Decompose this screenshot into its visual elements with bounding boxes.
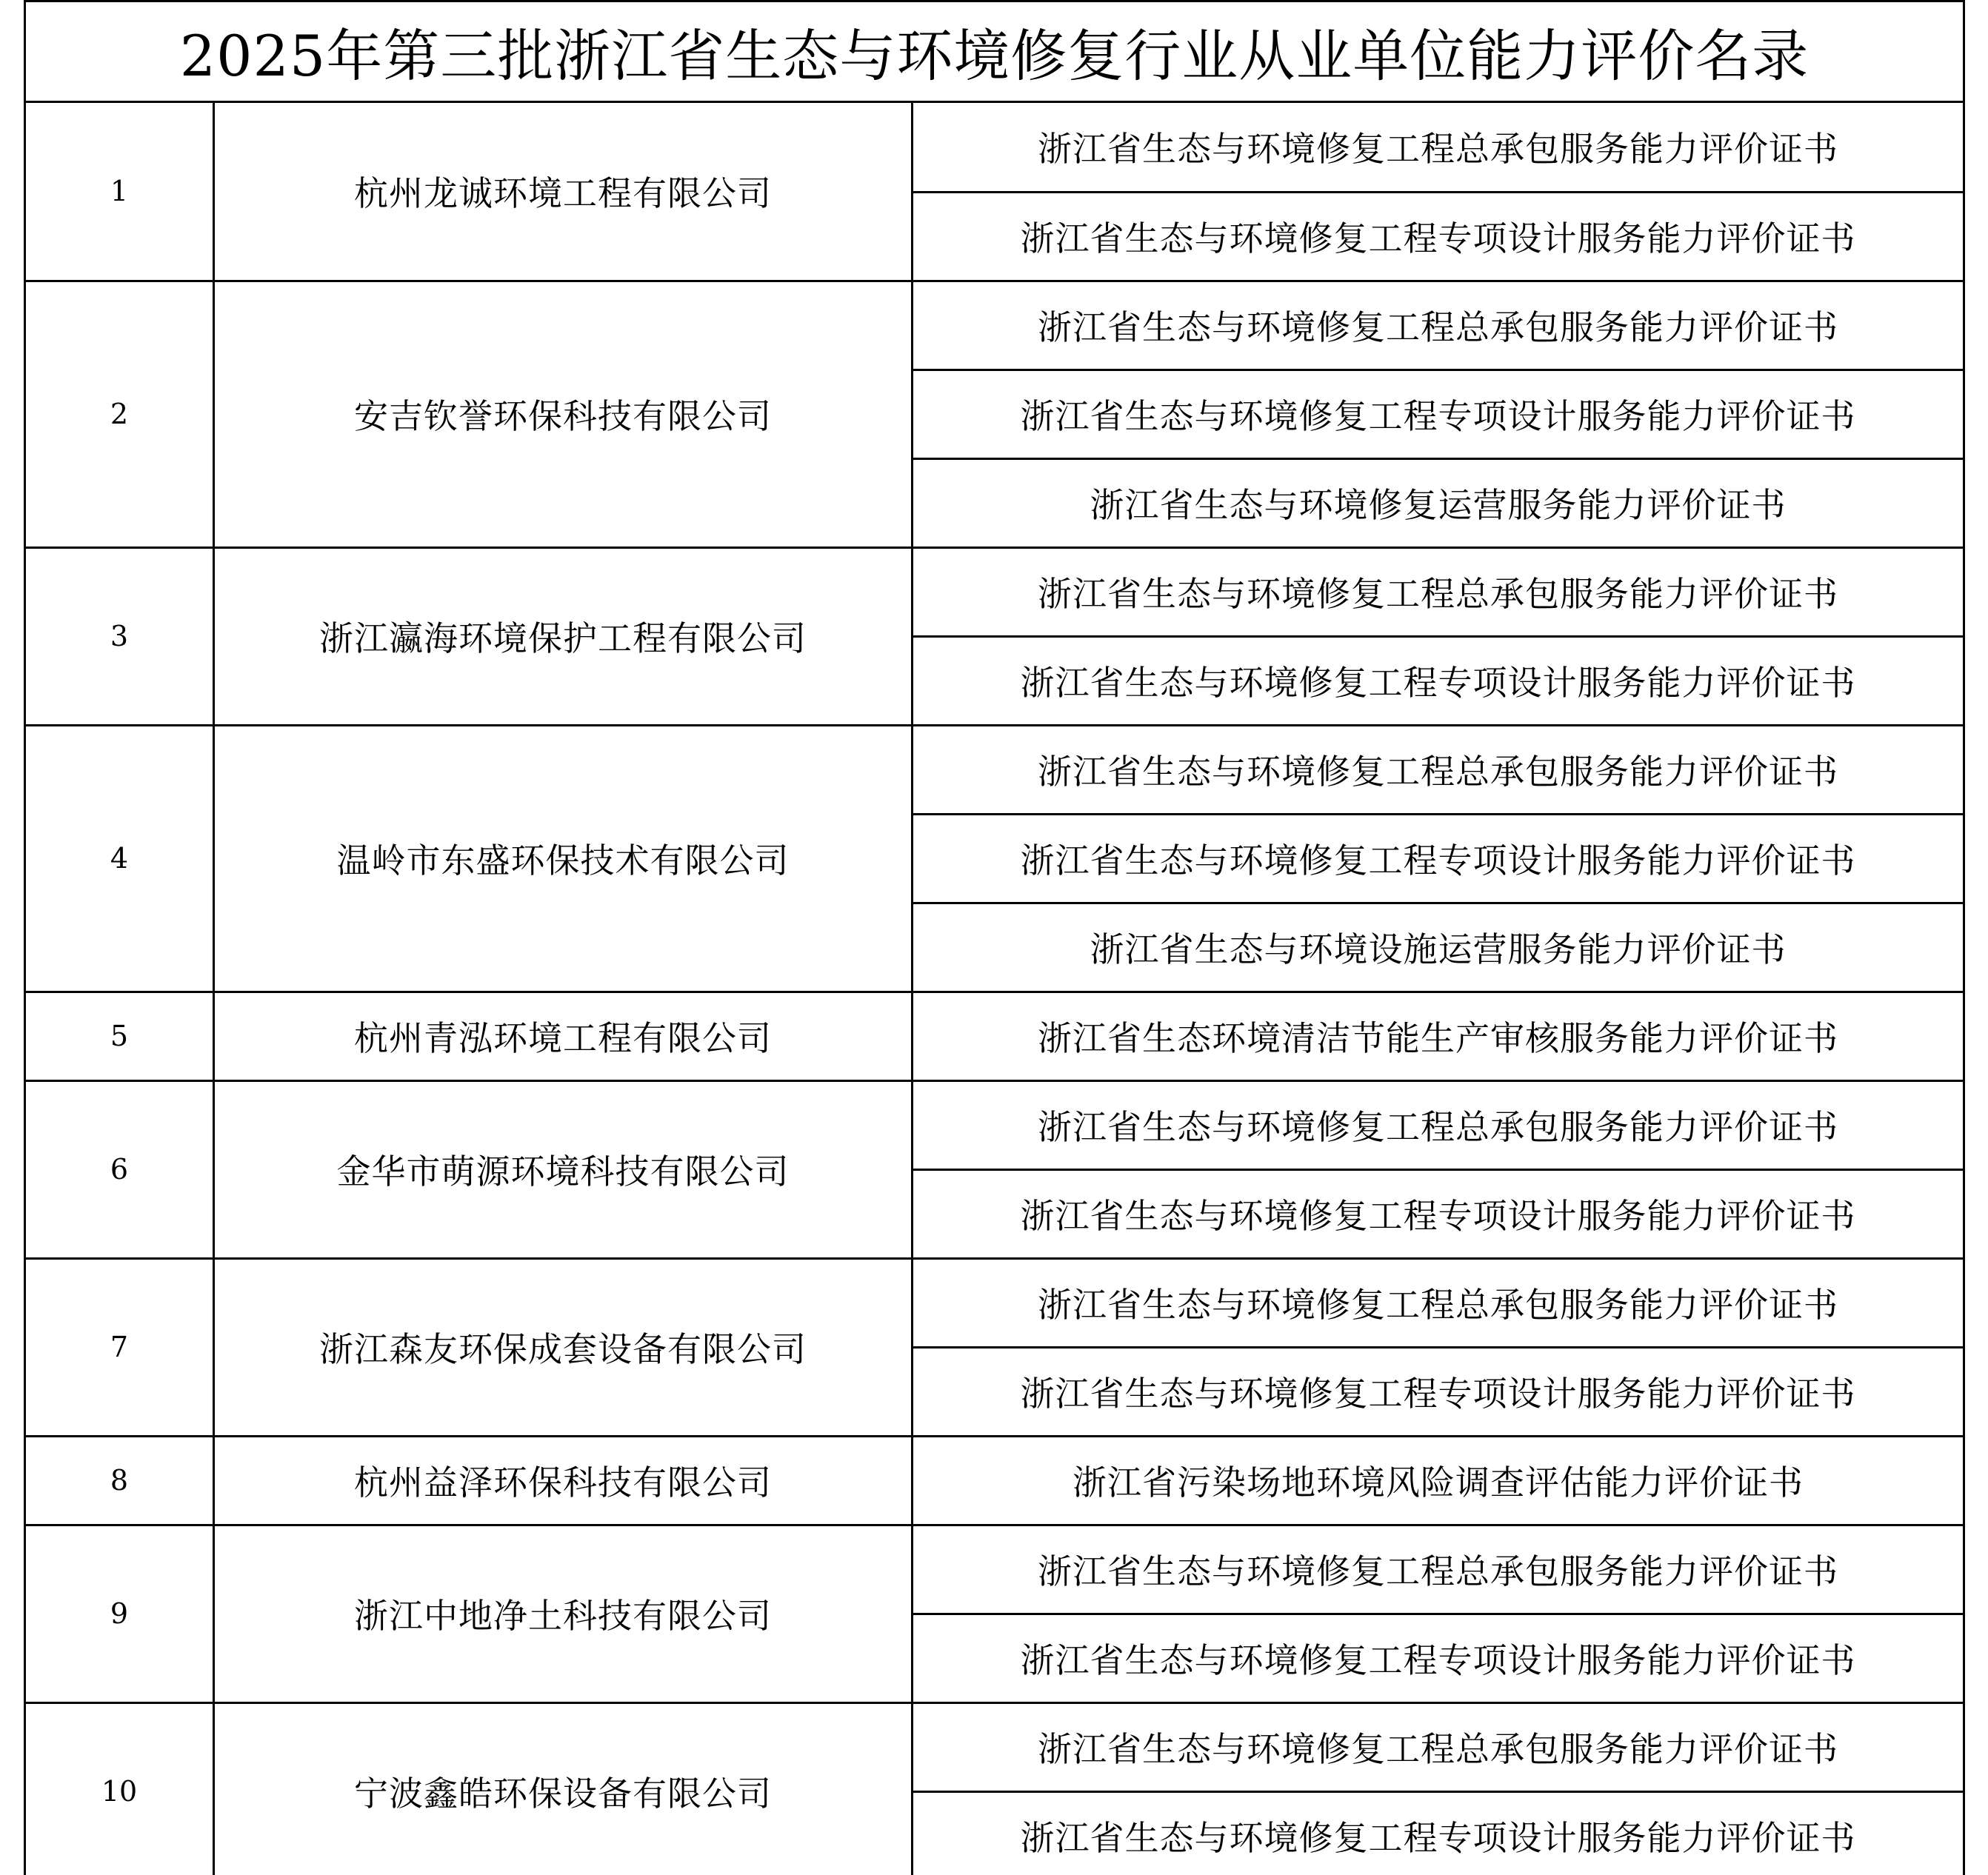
certificate-name: 浙江省污染场地环境风险调查评估能力评价证书 xyxy=(913,1436,1964,1525)
company-name: 浙江中地净土科技有限公司 xyxy=(214,1525,913,1702)
company-name: 温岭市东盛环保技术有限公司 xyxy=(214,725,913,992)
table-row xyxy=(26,1436,1963,1525)
certificate-name: 浙江省生态与环境设施运营服务能力评价证书 xyxy=(913,903,1964,992)
document-page xyxy=(24,0,1965,1875)
table-row xyxy=(26,1525,1963,1614)
entry-number: 6 xyxy=(26,1080,214,1258)
certificate-name: 浙江省生态与环境修复工程总承包服务能力评价证书 xyxy=(913,1258,1964,1347)
entry-number: 3 xyxy=(26,547,214,725)
certificate-name: 浙江省生态与环境修复工程总承包服务能力评价证书 xyxy=(913,1702,1964,1791)
company-name: 浙江瀛海环境保护工程有限公司 xyxy=(214,547,913,725)
certificate-name: 浙江省生态与环境修复工程专项设计服务能力评价证书 xyxy=(913,814,1964,903)
certificate-name: 浙江省生态与环境修复工程专项设计服务能力评价证书 xyxy=(913,370,1964,458)
directory-table-body xyxy=(26,103,1963,1875)
table-row xyxy=(26,1702,1963,1791)
title-row xyxy=(26,2,1963,103)
company-name: 杭州青泓环境工程有限公司 xyxy=(214,992,913,1080)
table-row xyxy=(26,725,1963,814)
certificate-name: 浙江省生态与环境修复工程专项设计服务能力评价证书 xyxy=(913,192,1964,281)
certificate-name: 浙江省生态与环境修复工程总承包服务能力评价证书 xyxy=(913,725,1964,814)
entry-number: 4 xyxy=(26,725,214,992)
certificate-name: 浙江省生态与环境修复工程专项设计服务能力评价证书 xyxy=(913,1791,1964,1875)
certificate-name: 浙江省生态与环境修复工程总承包服务能力评价证书 xyxy=(913,1080,1964,1169)
certificate-name: 浙江省生态环境清洁节能生产审核服务能力评价证书 xyxy=(913,992,1964,1080)
entry-number: 1 xyxy=(26,103,214,281)
certificate-name: 浙江省生态与环境修复工程专项设计服务能力评价证书 xyxy=(913,1614,1964,1702)
table-row xyxy=(26,1258,1963,1347)
company-name: 杭州益泽环保科技有限公司 xyxy=(214,1436,913,1525)
page-title: 2025年第三批浙江省生态与环境修复行业从业单位能力评价名录 xyxy=(179,23,1809,89)
company-name: 金华市萌源环境科技有限公司 xyxy=(214,1080,913,1258)
table-row xyxy=(26,281,1963,370)
directory-table xyxy=(26,103,1963,1875)
table-row xyxy=(26,547,1963,636)
company-name: 杭州龙诚环境工程有限公司 xyxy=(214,103,913,281)
entry-number: 9 xyxy=(26,1525,214,1702)
table-row xyxy=(26,103,1963,192)
certificate-name: 浙江省生态与环境修复工程专项设计服务能力评价证书 xyxy=(913,1347,1964,1436)
entry-number: 2 xyxy=(26,281,214,547)
entry-number: 8 xyxy=(26,1436,214,1525)
entry-number: 5 xyxy=(26,992,214,1080)
company-name: 安吉钦誉环保科技有限公司 xyxy=(214,281,913,547)
certificate-name: 浙江省生态与环境修复运营服务能力评价证书 xyxy=(913,458,1964,547)
entry-number: 7 xyxy=(26,1258,214,1436)
certificate-name: 浙江省生态与环境修复工程专项设计服务能力评价证书 xyxy=(913,1169,1964,1258)
company-name: 宁波鑫皓环保设备有限公司 xyxy=(214,1702,913,1875)
table-row xyxy=(26,992,1963,1080)
company-name: 浙江森友环保成套设备有限公司 xyxy=(214,1258,913,1436)
certificate-name: 浙江省生态与环境修复工程总承包服务能力评价证书 xyxy=(913,103,1964,192)
entry-number: 10 xyxy=(26,1702,214,1875)
certificate-name: 浙江省生态与环境修复工程专项设计服务能力评价证书 xyxy=(913,636,1964,725)
certificate-name: 浙江省生态与环境修复工程总承包服务能力评价证书 xyxy=(913,281,1964,370)
certificate-name: 浙江省生态与环境修复工程总承包服务能力评价证书 xyxy=(913,547,1964,636)
certificate-name: 浙江省生态与环境修复工程总承包服务能力评价证书 xyxy=(913,1525,1964,1614)
table-row xyxy=(26,1080,1963,1169)
